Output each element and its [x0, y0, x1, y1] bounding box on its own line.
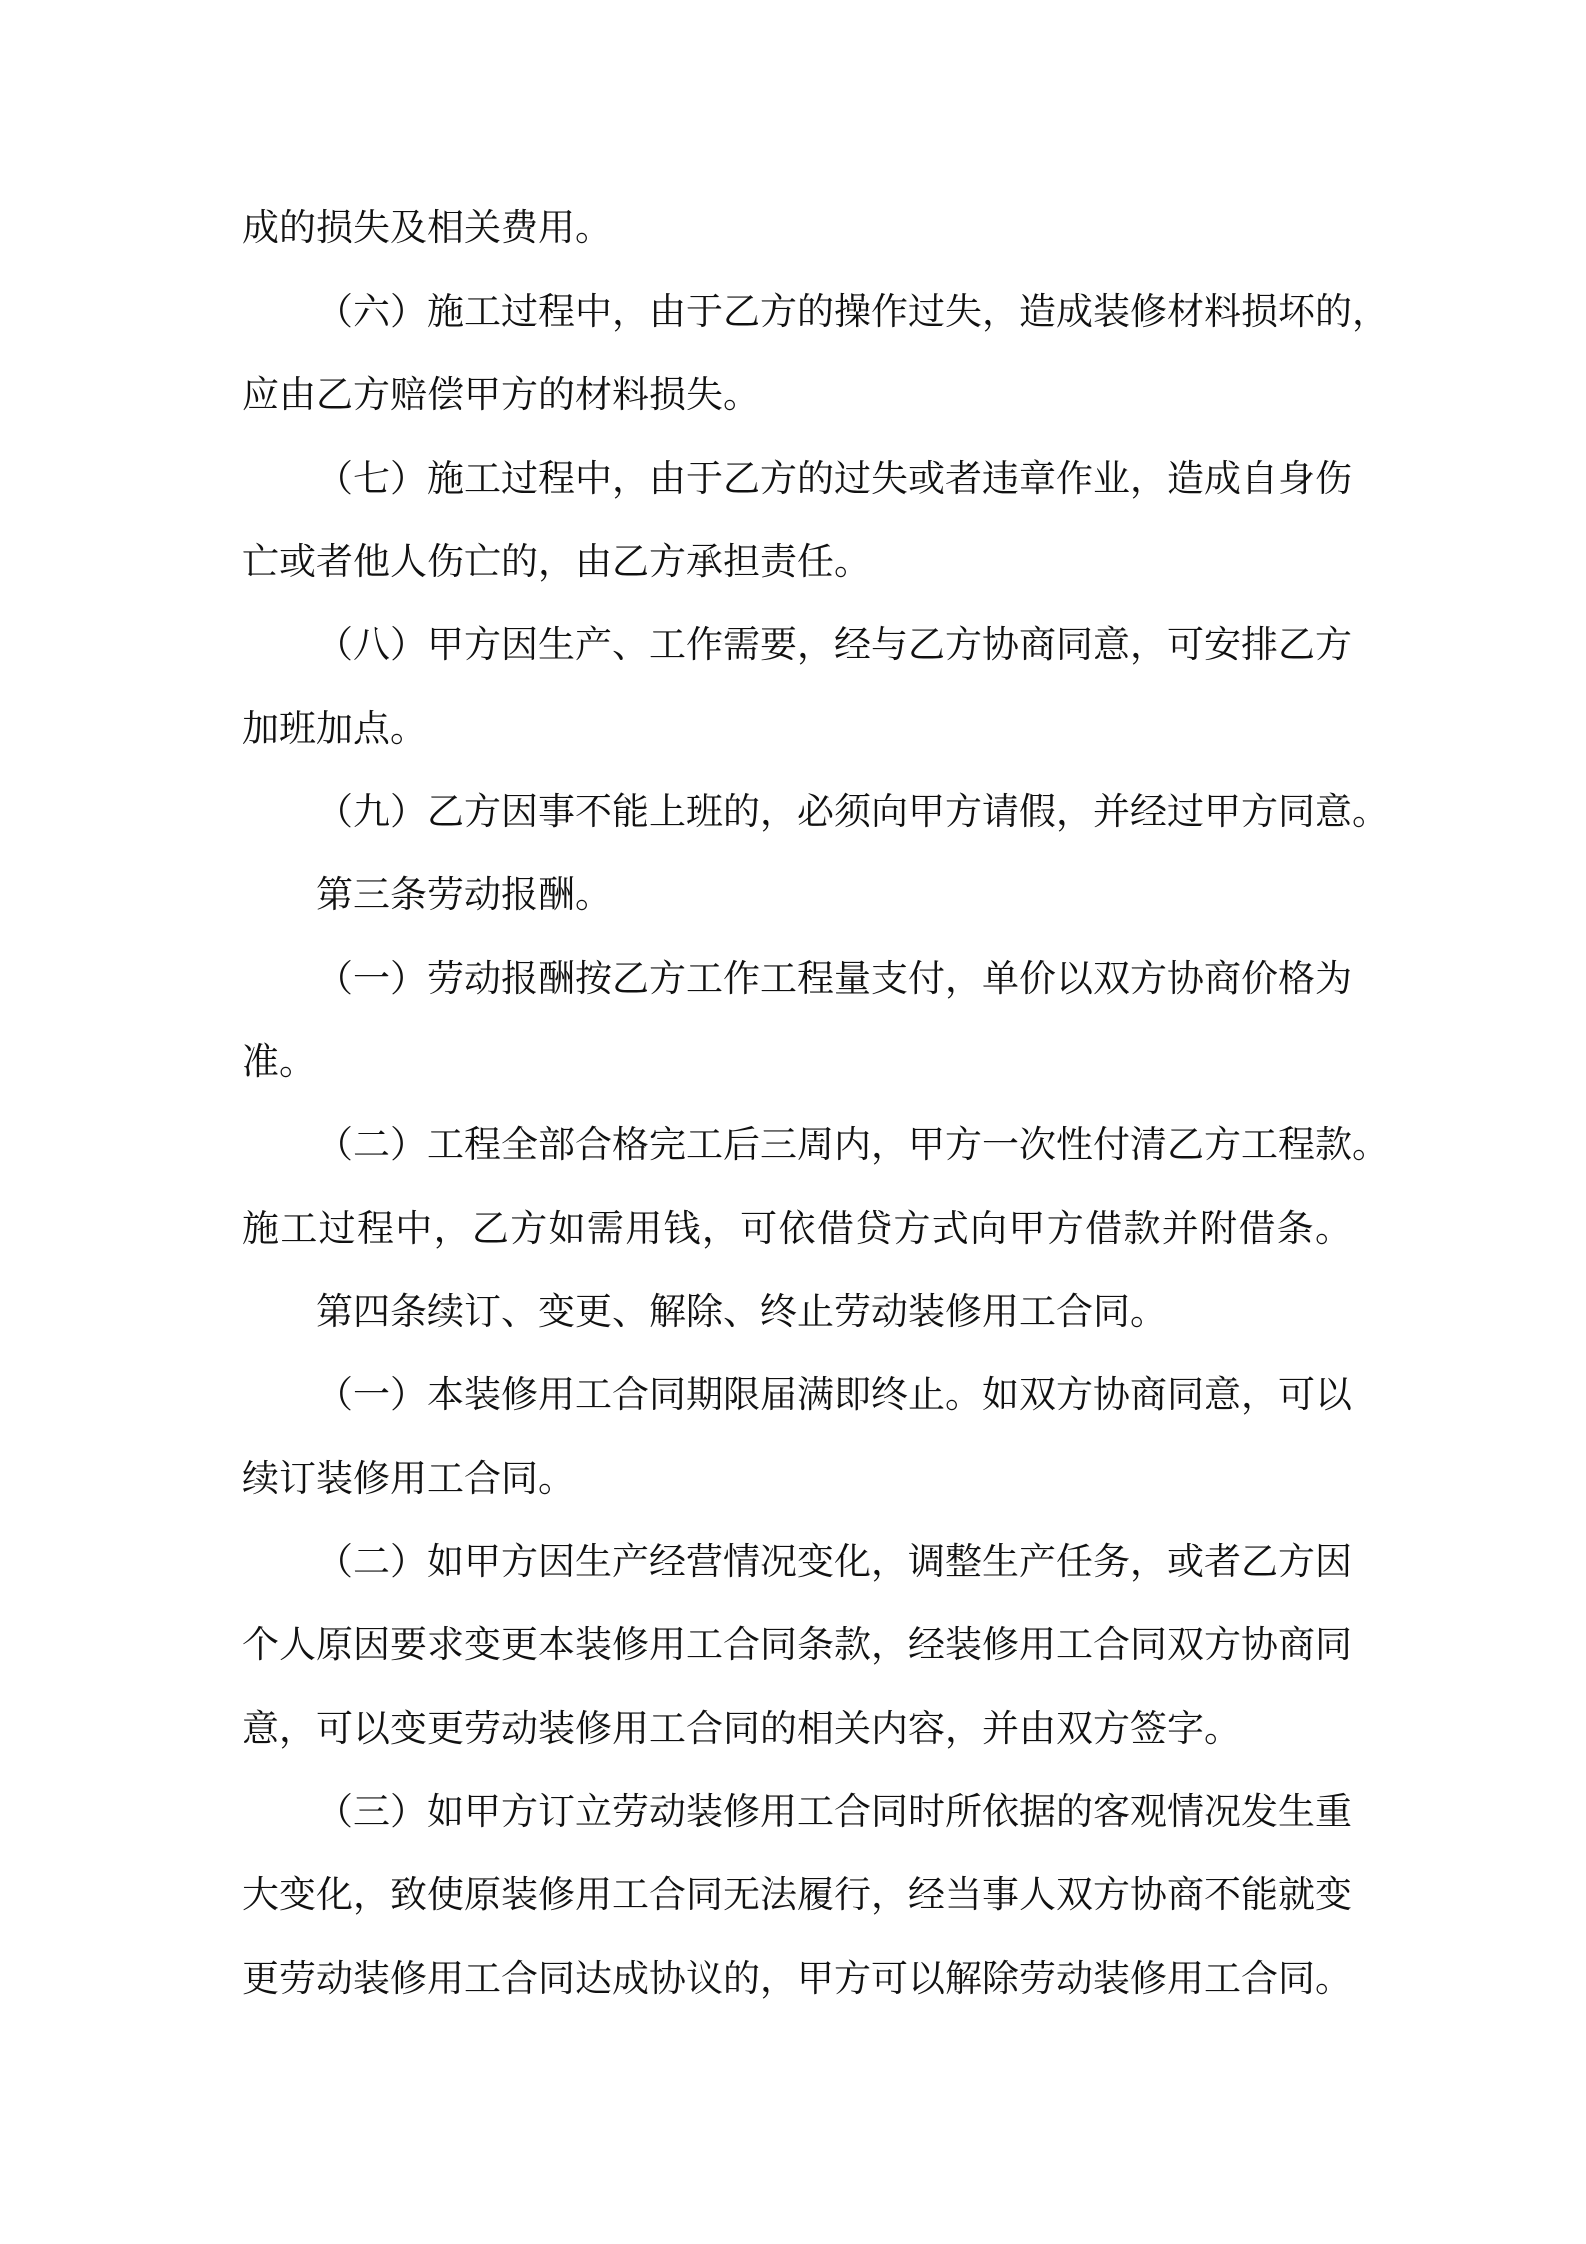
text-line: （一）劳动报酬按乙方工作工程量支付，单价以双方协商价格为: [316, 957, 1352, 1000]
text-line: 续订装修用工合同。: [242, 1457, 575, 1500]
text-line: （八）甲方因生产、工作需要，经与乙方协商同意，可安排乙方: [316, 623, 1352, 666]
text-line: （七）施工过程中，由于乙方的过失或者违章作业，造成自身伤: [316, 457, 1352, 500]
text-line: 亡或者他人伤亡的，由乙方承担责任。: [242, 540, 871, 583]
text-line: 更劳动装修用工合同达成协议的，甲方可以解除劳动装修用工合同。: [242, 1957, 1352, 2000]
text-line: 施工过程中，乙方如需用钱，可依借贷方式向甲方借款并附借条。: [242, 1207, 1352, 1250]
text-line: （三）如甲方订立劳动装修用工合同时所依据的客观情况发生重: [316, 1790, 1352, 1833]
section-heading: 第四条续订、变更、解除、终止劳动装修用工合同。: [316, 1290, 1167, 1333]
text-line: 准。: [242, 1040, 316, 1083]
text-line: 大变化，致使原装修用工合同无法履行，经当事人双方协商不能就变: [242, 1873, 1352, 1916]
text-line: 意，可以变更劳动装修用工合同的相关内容，并由双方签字。: [242, 1707, 1241, 1750]
text-line: 应由乙方赔偿甲方的材料损失。: [242, 373, 760, 416]
text-line: （二）工程全部合格完工后三周内，甲方一次性付清乙方工程款。: [316, 1123, 1389, 1166]
text-line: 个人原因要求变更本装修用工合同条款，经装修用工合同双方协商同: [242, 1623, 1352, 1666]
section-heading: 第三条劳动报酬。: [316, 873, 612, 916]
text-line: （二）如甲方因生产经营情况变化，调整生产任务，或者乙方因: [316, 1540, 1352, 1583]
text-line: 成的损失及相关费用。: [242, 206, 612, 249]
text-line: （六）施工过程中，由于乙方的操作过失，造成装修材料损坏的，: [316, 290, 1389, 333]
text-line: （一）本装修用工合同期限届满即终止。如双方协商同意，可以: [316, 1373, 1352, 1416]
text-line: （九）乙方因事不能上班的，必须向甲方请假，并经过甲方同意。: [316, 790, 1389, 833]
text-line: 加班加点。: [242, 707, 427, 750]
